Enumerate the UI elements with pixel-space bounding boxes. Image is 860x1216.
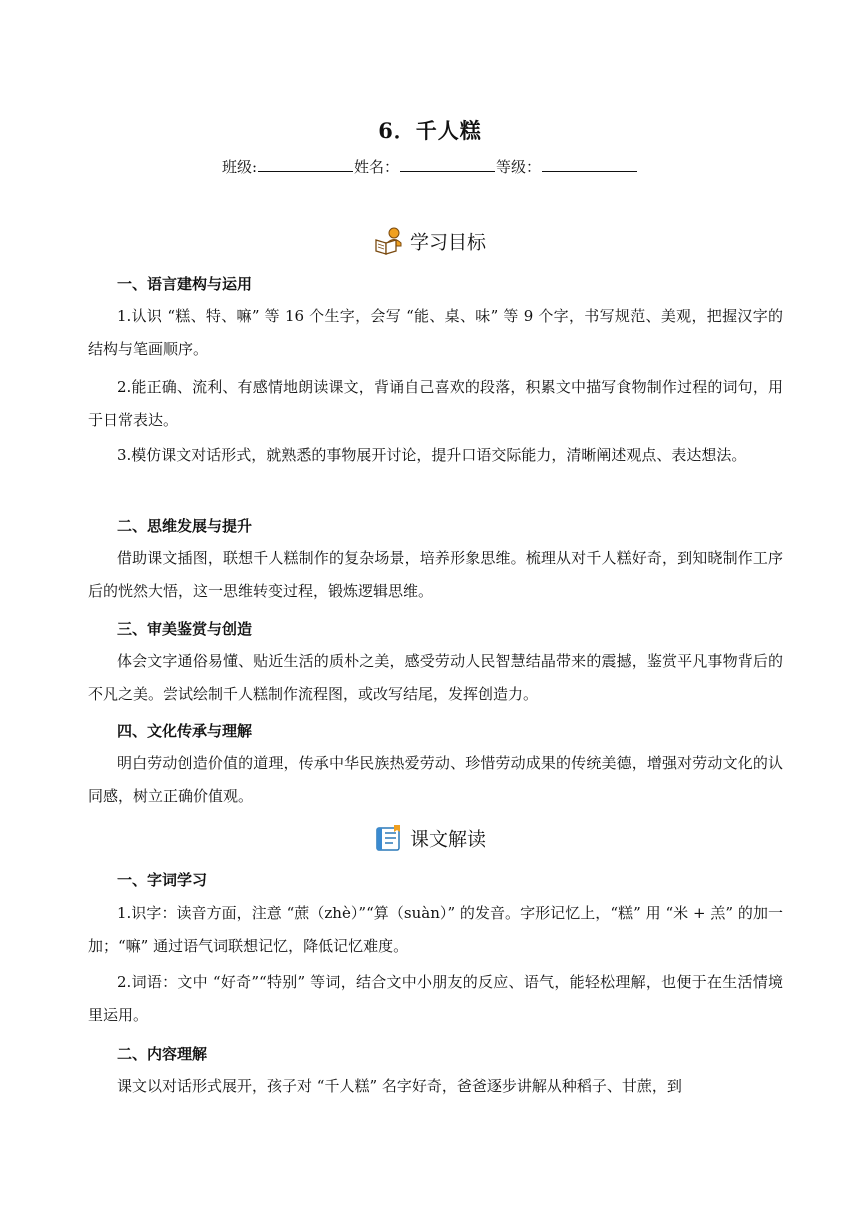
goals-subheading-2: 二、思维发展与提升 — [117, 517, 253, 535]
reading-subheading-2: 二、内容理解 — [117, 1045, 208, 1063]
reading-paragraph-2-1: 课文以对话形式展开，孩子对 “千人糕” 名字好奇，爸爸逐步讲解从种稻子、甘蔗，到 — [117, 1077, 682, 1095]
goals-heading-label: 学习目标 — [409, 231, 486, 254]
name-blank[interactable] — [400, 157, 495, 172]
grade-label: 等级： — [496, 158, 542, 176]
name-label: 姓名： — [354, 158, 400, 176]
class-label: 班级: — [221, 158, 258, 176]
class-blank[interactable] — [258, 157, 353, 172]
book-list-icon — [374, 823, 404, 853]
goals-paragraph-2-1: 借助课文插图，联想千人糕制作的复杂场景，培养形象思维。梳理从对千人糕好奇，到知晓制作工序后的恍然大悟，这一思维转变过程，锻炼逻辑思维。 — [88, 549, 783, 600]
goals-paragraph-1-2: 2.能正确、流利、有感情地朗读课文，背诵自己喜欢的段落，积累文中描写食物制作过程的词句，用于日常表达。 — [88, 378, 783, 429]
goals-paragraph-3-1: 体会文字通俗易懂、贴近生活的质朴之美，感受劳动人民智慧结晶带来的震撼，鉴赏平凡事物背后的不凡之美。尝试绘制千人糕制作流程图，或改写结尾，发挥创造力。 — [88, 652, 783, 703]
grade-blank[interactable] — [542, 157, 637, 172]
goals-heading — [0, 226, 860, 256]
reading-heading-label: 课文解读 — [409, 828, 486, 851]
goals-paragraph-1-1: 1.认识 “糕、特、嘛” 等 16 个生字，会写 “能、桌、味” 等 9 个字，书写规范、美观，把握汉字的结构与笔画顺序。 — [88, 307, 783, 358]
page-title: 6．千人糕 — [378, 118, 482, 143]
reading-paragraph-1-1: 1.识字：读音方面，注意 “蔗（zhè）”“算（suàn）” 的发音。字形记忆上，“糕” 用 “米 + 羔” 的加一加；“嘛” 通过语气词联想记忆，降低记忆难度。 — [88, 904, 783, 955]
goals-subheading-3: 三、审美鉴赏与创造 — [117, 620, 253, 638]
goals-paragraph-1-3: 3.模仿课文对话形式，就熟悉的事物展开讨论，提升口语交际能力，清晰阐述观点、表达想法。 — [117, 446, 747, 464]
goals-subheading-4: 四、文化传承与理解 — [117, 722, 253, 740]
reading-heading — [0, 823, 860, 853]
student-info-line — [0, 156, 860, 177]
reading-subheading-1: 一、字词学习 — [117, 871, 208, 889]
student-reading-icon — [374, 226, 404, 256]
reading-paragraph-1-2: 2.词语：文中 “好奇”“特别” 等词，结合文中小朋友的反应、语气，能轻松理解，也便于在生活情境里运用。 — [88, 973, 783, 1024]
goals-paragraph-4-1: 明白劳动创造价值的道理，传承中华民族热爱劳动、珍惜劳动成果的传统美德，增强对劳动文化的认同感，树立正确价值观。 — [88, 754, 783, 805]
goals-subheading-1: 一、语言建构与运用 — [117, 275, 253, 293]
